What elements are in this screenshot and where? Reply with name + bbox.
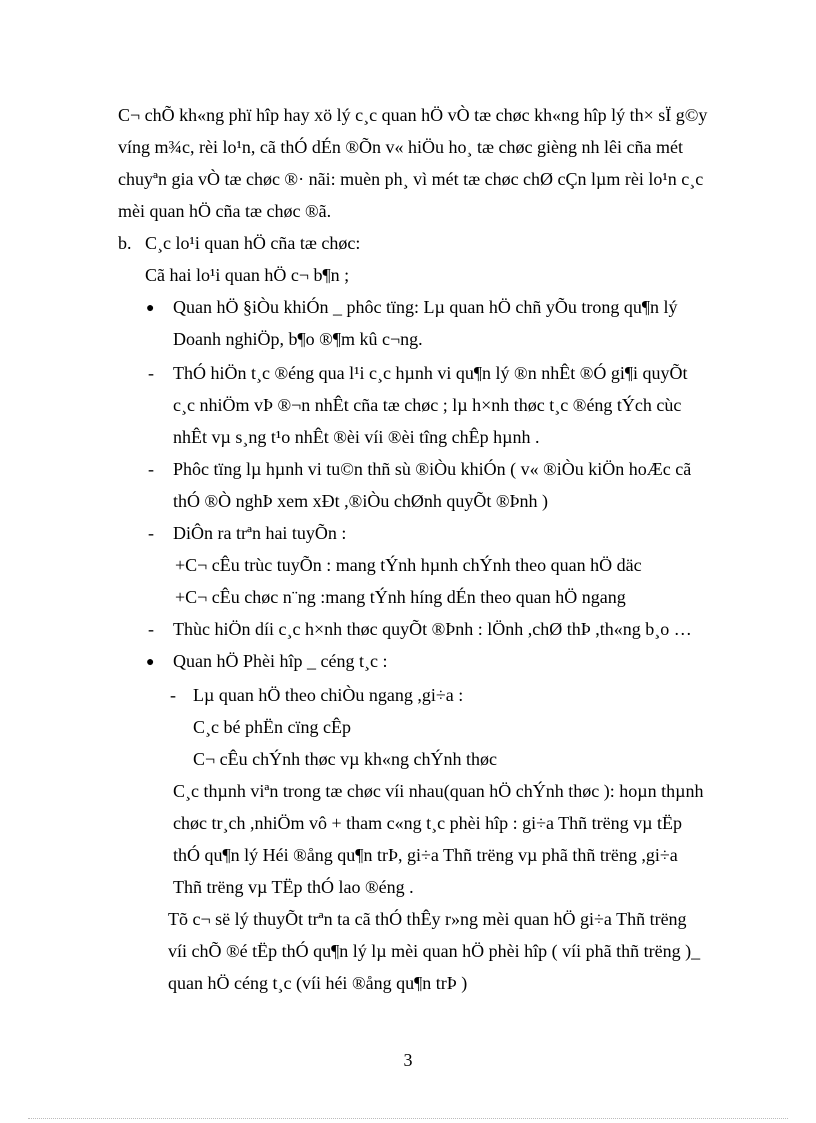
conclusion-line-3: quan hÖ céng t¸c (víi héi ®ång qu¶n trÞ ) <box>168 973 468 993</box>
members-line-4: Thñ trëng vµ TËp thÓ lao ®éng . <box>173 877 414 897</box>
conclusion-line-1: Tõ c¬ së lý thuyÕt trªn ta cã thÓ thÊy r»ng mèi quan hÖ gi÷a Thñ trëng <box>168 909 687 929</box>
dash2-line-2: thÓ ®Ò nghÞ xem xÐt ,®iÒu chØnh quyÕt ®Þnh ) <box>173 491 549 511</box>
bullet-marker: ● <box>146 655 155 670</box>
intro-line-4: mèi quan hÖ cña tæ chøc ®ã. <box>118 201 332 221</box>
bullet1-line-2: Doanh nghiÖp, b¶o ®¶m kû c¬ng. <box>173 329 423 349</box>
section-heading: C¸c lo¹i quan hÖ cña tæ chøc: <box>145 233 361 253</box>
dash1-line-2: c¸c nhiÖm vÞ ®¬n nhÊt cña tæ chøc ; lµ h×nh thøc t¸c ®éng tÝch cùc <box>173 395 682 415</box>
page-number: 3 <box>403 1050 413 1070</box>
dash5-line-3: C¬ cÊu chÝnh thøc vµ kh«ng chÝnh thøc <box>193 749 497 769</box>
members-line-3: thÓ qu¶n lý Héi ®ång qu¶n trÞ, gi÷a Thñ trëng vµ phã thñ trëng ,gi÷a <box>173 845 678 865</box>
dash2-line-1: Phôc tïng lµ hµnh vi tu©n thñ sù ®iÒu khiÓn ( v« ®iÒu kiÖn hoÆc cã <box>173 459 692 479</box>
dash-marker: - <box>170 685 176 705</box>
dash1-line-3: nhÊt vµ s¸ng t¹o nhÊt ®èi víi ®èi tîng chÊp hµnh . <box>173 427 540 447</box>
members-line-2: chøc tr¸ch ,nhiÖm vô + tham c«ng t¸c phèi hîp : gi÷a Thñ trëng vµ tËp <box>173 813 682 833</box>
dash5-line-2: C¸c bé phËn cïng cÊp <box>193 717 351 737</box>
conclusion-line-2: víi chÕ ®é tËp thÓ qu¶n lý lµ mèi quan hÖ phèi hîp ( víi phã thñ trëng )_ <box>168 941 701 961</box>
dash5-line-1: Lµ quan hÖ theo chiÒu ngang ,gi÷a : <box>193 685 464 705</box>
dash3-line-1: DiÔn ra trªn hai tuyÕn : <box>173 523 347 543</box>
dash-marker: - <box>148 363 154 383</box>
bullet1-line-1: Quan hÖ §iÒu khiÓn _ phôc tïng: Lµ quan hÖ chñ yÕu trong qu¶n lý <box>173 297 678 317</box>
intro-line-3: chuyªn gia vÒ tæ chøc ®· nãi: muèn ph¸ vì mét tæ chøc chØ cÇn lµm rèi lo¹n c¸c <box>118 169 704 189</box>
dash4-line-1: Thùc hiÖn díi c¸c h×nh thøc quyÕt ®Þnh : lÖnh ,chØ thÞ ,th«ng b¸o … <box>173 619 692 639</box>
footer-divider <box>28 1118 788 1119</box>
section-label: b. <box>118 233 132 253</box>
members-line-1: C¸c thµnh viªn trong tæ chøc víi nhau(quan hÖ chÝnh thøc ): hoµn thµnh <box>173 781 704 801</box>
intro-line-2: víng m¾c, rèi lo¹n, cã thÓ dÉn ®Õn v« hiÖu ho¸ tæ chøc gièng nh lêi cña mét <box>118 137 683 157</box>
section-subheading: Cã hai lo¹i quan hÖ c¬ b¶n ; <box>145 265 350 285</box>
dash1-line-1: ThÓ hiÖn t¸c ®éng qua l¹i c¸c hµnh vi qu¶n lý ®n nhÊt ®Ó gi¶i quyÕt <box>173 363 688 383</box>
dash-marker: - <box>148 459 154 479</box>
bullet2-line-1: Quan hÖ Phèi hîp _ céng t¸c : <box>173 651 388 671</box>
bullet-marker: ● <box>146 301 155 316</box>
dash-marker: - <box>148 523 154 543</box>
dash3-line-2: +C¬ cÊu trùc tuyÕn : mang tÝnh hµnh chÝnh theo quan hÖ däc <box>175 555 642 575</box>
intro-line-1: C¬ chÕ kh«ng phï hîp hay xö lý c¸c quan hÖ vÒ tæ chøc kh«ng hîp lý th× sÏ g©y <box>118 105 708 125</box>
dash3-line-3: +C¬ cÊu chøc n¨ng :mang tÝnh híng dÉn theo quan hÖ ngang <box>175 587 626 607</box>
dash-marker: - <box>148 619 154 639</box>
